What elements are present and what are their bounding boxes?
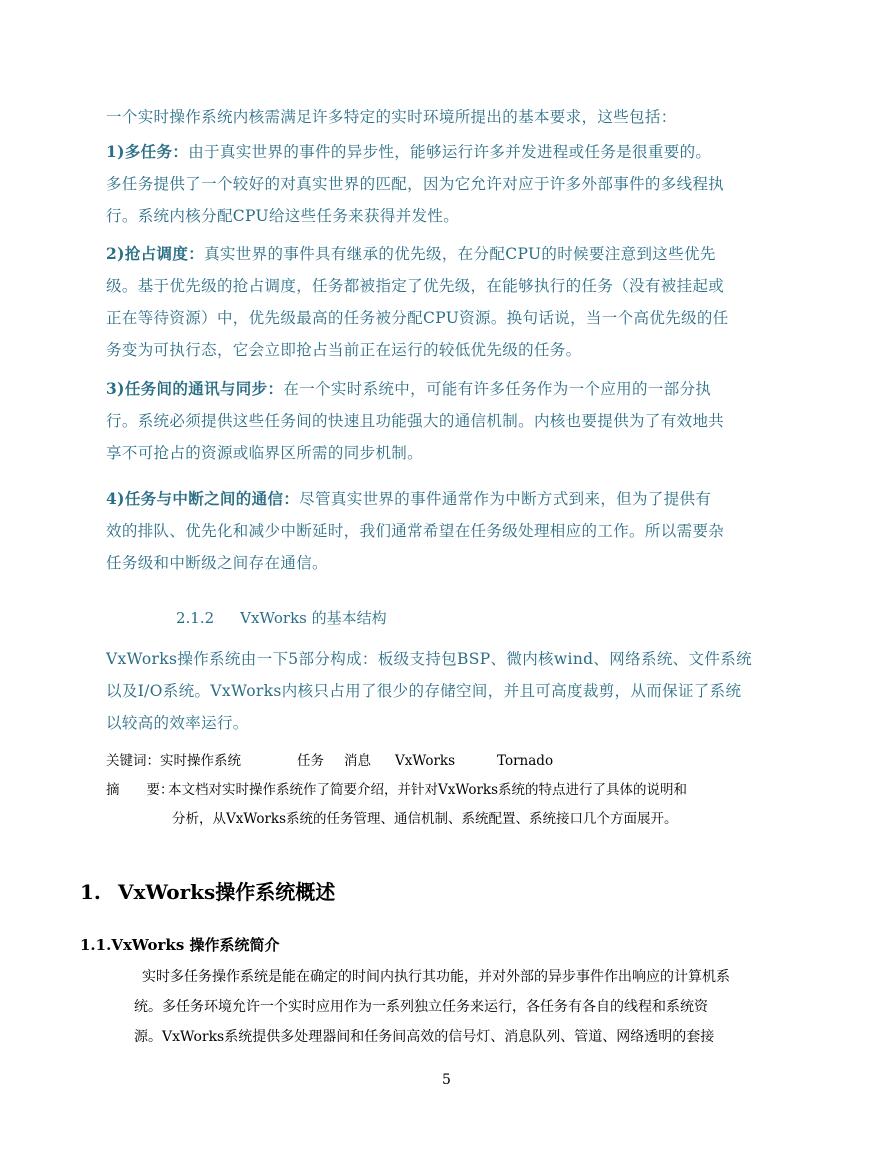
requirement-text: 任务级和中断级之间存在通信。 (106, 554, 328, 572)
requirement-text: 行。系统内核分配CPU给这些任务来获得并发性。 (106, 207, 460, 225)
requirement-text: 级。基于优先级的抢占调度，任务都被指定了优先级，在能够执行的任务（没有被挂起或 (106, 277, 725, 295)
requirement-text: 真实世界的事件具有继承的优先级，在分配CPU的时候要注意到这些优先 (204, 245, 716, 263)
requirement-text: 由于真实世界的事件的异步性，能够运行许多并发进程或任务是很重要的。 (188, 143, 712, 161)
requirement-text: 在一个实时系统中，可能有许多任务作为一个应用的一部分执 (283, 380, 712, 398)
intro-paragraph (106, 101, 790, 133)
section-heading-2-1-2 (176, 607, 387, 628)
intro11-line: 统。多任务环境允许一个实时应用作为一系列独立任务来运行，各任务有各自的线程和系统资 (134, 999, 708, 1015)
requirement-title: 1)多任务： (106, 142, 189, 161)
keywords-label: 关键词： (106, 753, 160, 769)
abstract-text: 分析，从VxWorks系统的任务管理、通信机制、系统配置、系统接口几个方面展开。 (172, 811, 678, 827)
requirement-intertask-communication (106, 373, 790, 469)
requirement-text: 多任务提供了一个较好的对真实世界的匹配，因为它允许对应于许多外部事件的多线程执 (106, 175, 725, 193)
keyword: 消息 (344, 753, 371, 769)
intro-line: 一个实时操作系统内核需满足许多特定的实时环境所提出的基本要求，这些包括： (106, 108, 677, 126)
structure-text: 以较高的效率运行。 (106, 714, 249, 732)
keyword: Tornado (497, 753, 554, 769)
abstract-text: 本文档对实时操作系统作了简要介绍，并针对VxWorks系统的特点进行了具体的说明和 (168, 782, 688, 798)
page-number: 5 (442, 1072, 451, 1088)
requirement-text: 享不可抢占的资源或临界区所需的同步机制。 (106, 444, 424, 462)
section-number: 2.1.2 (176, 609, 215, 627)
requirement-text: 尽管真实世界的事件通常作为中断方式到来，但为了提供有 (299, 490, 712, 508)
keyword: 任务 (297, 753, 324, 769)
keywords-row (106, 749, 553, 769)
structure-text: 以及I/O系统。VxWorks内核只占用了很少的存储空间，并且可高度裁剪，从而保证了系统 (106, 682, 742, 700)
structure-text: VxWorks操作系统由一下5部分构成：板级支持包BSP、微内核wind、网络系统、文件系统 (106, 650, 752, 668)
requirement-text: 务变为可执行态，它会立即抢占当前正在运行的较低优先级的任务。 (106, 341, 582, 359)
intro11-line: 源。VxWorks系统提供多处理器间和任务间高效的信号灯、消息队列、管道、网络透明的套接 (134, 1029, 715, 1045)
requirement-text: 效的排队、优先化和减少中断延时，我们通常希望在任务级处理相应的工作。所以需要杂 (106, 522, 725, 540)
chapter-heading (80, 876, 335, 905)
abstract-label: 摘 要： (106, 782, 174, 798)
requirement-multitasking (106, 136, 790, 232)
requirement-task-interrupt-communication (106, 483, 790, 579)
section-heading-1-1: 1.1.VxWorks 操作系统简介 (80, 936, 280, 954)
requirement-title: 2)抢占调度： (106, 244, 205, 263)
chapter-title: VxWorks操作系统概述 (118, 880, 336, 904)
keyword: VxWorks (395, 753, 456, 769)
keyword: 实时操作系统 (160, 753, 241, 769)
structure-paragraph (106, 643, 790, 739)
requirement-text: 行。系统必须提供这些任务间的快速且功能强大的通信机制。内核也要提供为了有效地共 (106, 412, 725, 430)
section-title: VxWorks 的基本结构 (240, 609, 387, 627)
abstract-second-line (172, 807, 678, 827)
requirement-text: 正在等待资源）中，优先级最高的任务被分配CPU资源。换句话说，当一个高优先级的任 (106, 309, 729, 327)
requirement-preemptive-scheduling (106, 238, 790, 366)
chapter-number: 1. (80, 880, 101, 904)
intro11-line: 实时多任务操作系统是能在确定的时间内执行其功能，并对外部的异步事件作出响应的计算机系 (142, 969, 730, 985)
requirement-title: 3)任务间的通讯与同步： (106, 379, 284, 398)
abstract-first-line (106, 778, 687, 798)
requirement-title: 4)任务与中断之间的通信： (106, 489, 300, 508)
